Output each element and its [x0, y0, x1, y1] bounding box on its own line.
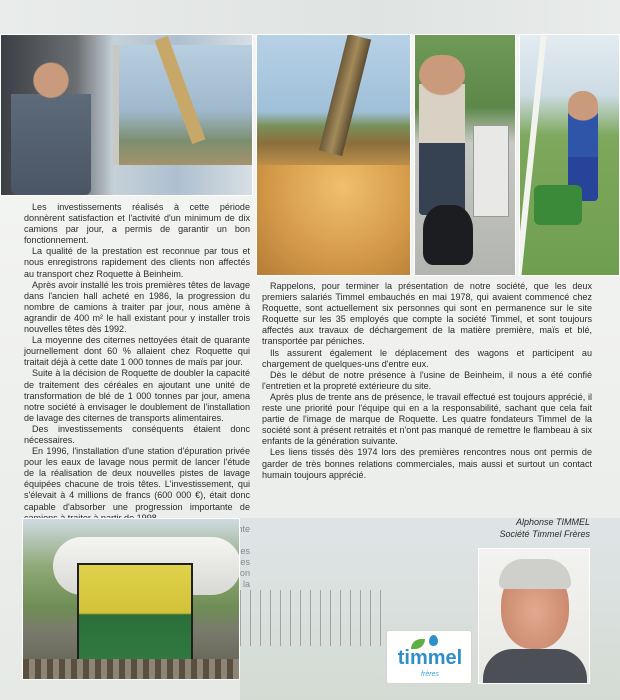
paragraph: La qualité de la prestation est reconnue par tous et nous enregistrons rapidement des clients non affectés au transport chez Roquette à Beinheim.	[24, 246, 250, 279]
photo-truck-cabin	[0, 34, 253, 196]
timmel-logo	[386, 630, 472, 684]
shunting-locomotive	[77, 563, 193, 663]
paragraph: Des investissements conséquents étaient donc nécessaires.	[24, 423, 250, 445]
rail-track	[23, 659, 240, 679]
worker-figure	[419, 55, 465, 215]
signpost	[519, 35, 547, 276]
photo-waste-bins	[414, 34, 516, 276]
worker-figure	[11, 55, 91, 195]
paragraph: Ils assurent également le déplacement des wagons et participent au chargement de quelques-uns d'entre eux.	[262, 347, 592, 369]
portrait-photo	[478, 548, 590, 684]
paragraph: Suite à la décision de Roquette de doubler la capacité de traitement des céréales en ajoutant une unité de transformation de blé de 1 000 tonnes par jour, amena notre société à envisager le doublement de l'installation de lavage des citernes de transports alimentaires.	[24, 368, 250, 423]
signature-block	[470, 517, 590, 540]
trash-bag	[423, 205, 473, 265]
signature-company: Société Timmel Frères	[499, 528, 590, 539]
photo-grain-unloading	[256, 34, 411, 276]
grain-spout	[319, 34, 371, 156]
text-column-right	[262, 281, 592, 481]
signature-name: Alphonse TIMMEL	[515, 517, 590, 527]
paragraph: Après plus de trente ans de présence, le travail effectué est toujours apprécié, il reste une priorité pour l'équipe qui en a la responsabilité, sachant que cela fait partie de l'image de marque de Roquette. Les quatre fondateurs Timmel de la société sont à présent retraités et n'ont pas manqué de remettre le flambeau à six enfants de la génération suivante.	[262, 391, 592, 447]
paragraph: Les investissements réalisés à cette période donnèrent satisfaction et l'activité d'un minimum de dix camions par jour, a permis de garantir un bon fonctionnement.	[24, 202, 250, 246]
logo-brand: timmel	[397, 647, 463, 669]
top-strip	[0, 0, 620, 34]
waste-bin	[473, 125, 509, 217]
paragraph: Les liens tissés dès 1974 lors des premières rencontres nous ont permis de garder de très bonnes relations commerciales, mais aussi et surtout un contact humain toujours apprécié.	[262, 447, 592, 480]
paragraph: Rappelons, pour terminer la présentation de notre société, que les deux premiers salariés Timmel embauchés en mai 1978, qui avaient commencé chez Roquette, sont actuellement six personnes qui sont en permanence sur le site Roquette sur les 35 employés que compte la société Timmel, et sont toujours affectés aux travaux de déchargement de la matière première, maïs et blé, transportée par péniches.	[262, 281, 592, 347]
logo-subtitle: frères	[421, 671, 439, 678]
portrait-hair	[499, 559, 571, 589]
paragraph: Après avoir installé les trois premières têtes de lavage dans l'ancien hall acheté en 1986, la progression du nombre de camions à traiter par jour, nous amène à agrandir de 400 m² le hall existant pour y installer trois nouvelles têtes dès 1992.	[24, 279, 250, 335]
paragraph: Dès le début de notre présence à l'usine de Beinheim, il nous a été confié l'entretien et la propreté extérieure du site.	[262, 369, 592, 391]
photo-lawn-mowing	[519, 34, 620, 276]
lawn-mower	[534, 185, 582, 225]
grain-pile	[257, 165, 411, 275]
photo-rail-locomotive	[22, 518, 240, 680]
paragraph: La moyenne des citernes nettoyées était de quarante journellement dont 60 % allaient chez Roquette qui traitait déjà à cette date 1 000 tonnes de maïs par jour.	[24, 335, 250, 368]
paragraph: En 1996, l'installation d'une station d'épuration privée pour les eaux de lavage nous permit de lancer l'étude de la réalisation de deux nouvelles pistes de lavage équipées chacune de trois têtes. L'investissement, qui s'élevait à 4 millions de francs (600 000 €), était donc capable d'absorber une progression importante de	[24, 446, 250, 512]
water-drop-icon	[429, 635, 438, 646]
portrait-shirt	[483, 649, 587, 684]
